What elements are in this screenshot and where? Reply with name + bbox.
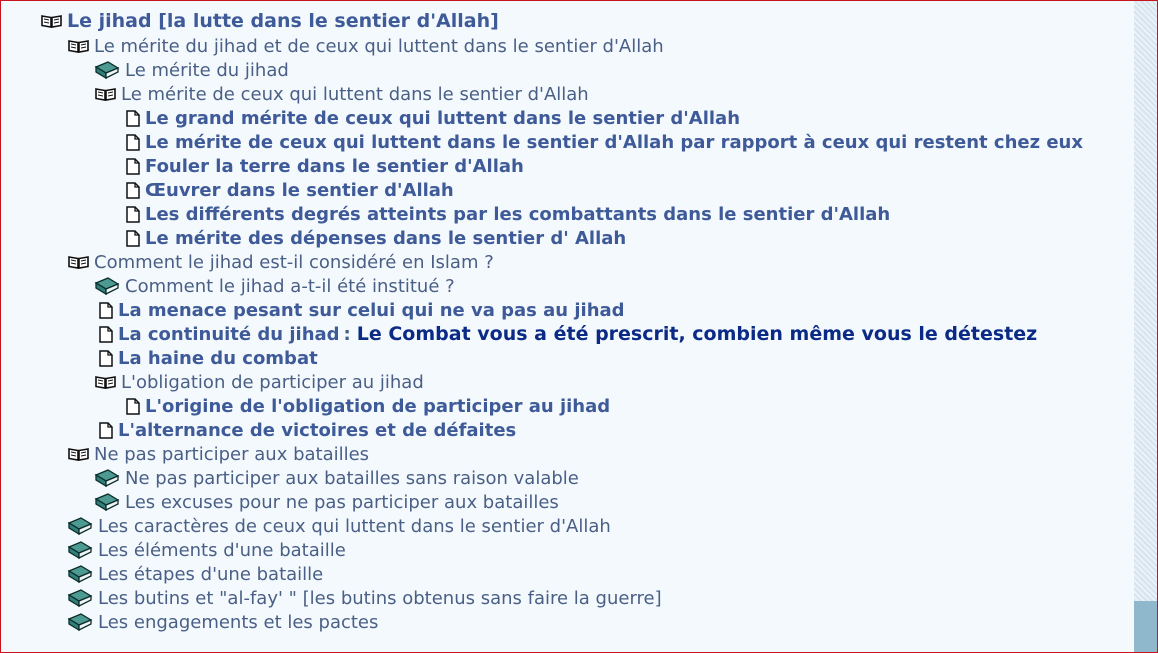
tree-item-fouler-la-terre[interactable] bbox=[126, 154, 524, 178]
tree-item-excuses[interactable] bbox=[94, 490, 559, 514]
tree-item-merite-jihad-section[interactable] bbox=[68, 34, 664, 58]
tree-item-label: L'alternance de victoires et de défaites bbox=[118, 419, 517, 441]
tree-item-butins[interactable] bbox=[67, 586, 662, 610]
tree-item-label: Ne pas participer aux batailles sans raison valable bbox=[125, 467, 579, 489]
page-icon bbox=[99, 326, 113, 343]
tree-item-label: Le mérite de ceux qui luttent dans le sentier d'Allah par rapport à ceux qui restent chez eux bbox=[145, 131, 1083, 153]
tree-item-label: Œuvrer dans le sentier d'Allah bbox=[145, 179, 454, 201]
tree-item-elements[interactable] bbox=[67, 538, 346, 562]
tree-item-label: Comment le jihad est-il considéré en Islam ? bbox=[94, 251, 494, 273]
page-icon bbox=[99, 422, 113, 439]
page-icon bbox=[99, 302, 113, 319]
tree-item-label: Les butins et "al-fay' " [les butins obtenus sans faire la guerre] bbox=[98, 587, 662, 609]
tree-item-merite-du-jihad[interactable] bbox=[94, 58, 289, 82]
tree-item-label: La continuité du jihad bbox=[118, 323, 340, 345]
tree-item-label: Le mérite du jihad bbox=[125, 59, 289, 81]
tree-item-obligation[interactable] bbox=[95, 370, 424, 394]
open-book-icon bbox=[68, 447, 89, 461]
tree-item-haine-combat[interactable] bbox=[99, 346, 318, 370]
closed-book-icon bbox=[67, 565, 93, 583]
closed-book-icon bbox=[94, 61, 120, 79]
page-icon bbox=[99, 350, 113, 367]
tree-item-label: Les différents degrés atteints par les combattants dans le sentier d'Allah bbox=[145, 203, 891, 225]
tree-item-degres-atteints[interactable] bbox=[126, 202, 890, 226]
tree-item-label: Les excuses pour ne pas participer aux batailles bbox=[125, 491, 559, 513]
tree-item-origine-obligation[interactable] bbox=[126, 394, 610, 418]
tree-item-caracteres[interactable] bbox=[67, 514, 611, 538]
tree-item-label: L'origine de l'obligation de participer au jihad bbox=[145, 395, 611, 417]
tree-item-label: L'obligation de participer au jihad bbox=[121, 371, 424, 393]
closed-book-icon bbox=[67, 589, 93, 607]
page-icon bbox=[126, 134, 140, 151]
tree-item-merite-depenses[interactable] bbox=[126, 226, 626, 250]
open-book-icon bbox=[68, 255, 89, 269]
tree-item-grand-merite[interactable] bbox=[126, 106, 740, 130]
vertical-scrollbar[interactable] bbox=[1134, 1, 1157, 652]
tree-item-root[interactable] bbox=[41, 9, 499, 33]
label-separator: : bbox=[343, 323, 351, 345]
open-book-icon bbox=[68, 39, 89, 53]
tree-item-label: Ne pas participer aux batailles bbox=[94, 443, 370, 465]
tree-item-alternance[interactable] bbox=[99, 418, 516, 442]
tree-item-label: Le mérite des dépenses dans le sentier d' Allah bbox=[145, 227, 627, 249]
tree-item-sans-raison[interactable] bbox=[94, 466, 579, 490]
closed-book-icon bbox=[94, 493, 120, 511]
tree-item-label: La menace pesant sur celui qui ne va pas au jihad bbox=[118, 299, 625, 321]
chapter-tree bbox=[1, 1, 1134, 652]
page-icon bbox=[126, 110, 140, 127]
tree-item-label: Comment le jihad a-t-il été institué ? bbox=[125, 275, 455, 297]
tree-item-oeuvrer[interactable] bbox=[126, 178, 454, 202]
tree-item-label: Les étapes d'une bataille bbox=[98, 563, 324, 585]
tree-item-label: Fouler la terre dans le sentier d'Allah bbox=[145, 155, 524, 177]
tree-item-ne-pas-participer[interactable] bbox=[68, 442, 369, 466]
tree-item-label: Le grand mérite de ceux qui luttent dans le sentier d'Allah bbox=[145, 107, 741, 129]
open-book-icon bbox=[95, 87, 116, 101]
tree-item-label: Les éléments d'une bataille bbox=[98, 539, 346, 561]
open-book-icon bbox=[95, 375, 116, 389]
verse-quote: Le Combat vous a été prescrit, combien même vous le détestez bbox=[356, 323, 1038, 345]
tree-item-jihad-institue[interactable] bbox=[94, 274, 455, 298]
page-icon bbox=[126, 398, 140, 415]
page-icon bbox=[126, 182, 140, 199]
tree-item-continuite[interactable] bbox=[99, 322, 1037, 346]
tree-item-label: Les caractères de ceux qui luttent dans le sentier d'Allah bbox=[98, 515, 611, 537]
tree-item-merite-par-rapport[interactable] bbox=[126, 130, 1083, 154]
tree-item-label: Le jihad [la lutte dans le sentier d'Allah] bbox=[67, 10, 499, 32]
tree-item-merite-ceux-qui-luttent[interactable] bbox=[95, 82, 589, 106]
page-icon bbox=[126, 230, 140, 247]
closed-book-icon bbox=[67, 517, 93, 535]
tree-item-jihad-islam[interactable] bbox=[68, 250, 494, 274]
page-icon bbox=[126, 206, 140, 223]
closed-book-icon bbox=[67, 613, 93, 631]
closed-book-icon bbox=[67, 541, 93, 559]
tree-item-label: Le mérite de ceux qui luttent dans le sentier d'Allah bbox=[121, 83, 589, 105]
tree-item-label: Les engagements et les pactes bbox=[98, 611, 379, 633]
tree-item-label: La haine du combat bbox=[118, 347, 318, 369]
tree-item-menace[interactable] bbox=[99, 298, 625, 322]
open-book-icon bbox=[41, 14, 62, 28]
tree-item-label: Le mérite du jihad et de ceux qui luttent dans le sentier d'Allah bbox=[94, 35, 664, 57]
scrollbar-thumb[interactable] bbox=[1134, 601, 1157, 652]
closed-book-icon bbox=[94, 277, 120, 295]
page-icon bbox=[126, 158, 140, 175]
closed-book-icon bbox=[94, 469, 120, 487]
tree-item-engagements[interactable] bbox=[67, 610, 378, 634]
tree-item-etapes[interactable] bbox=[67, 562, 323, 586]
